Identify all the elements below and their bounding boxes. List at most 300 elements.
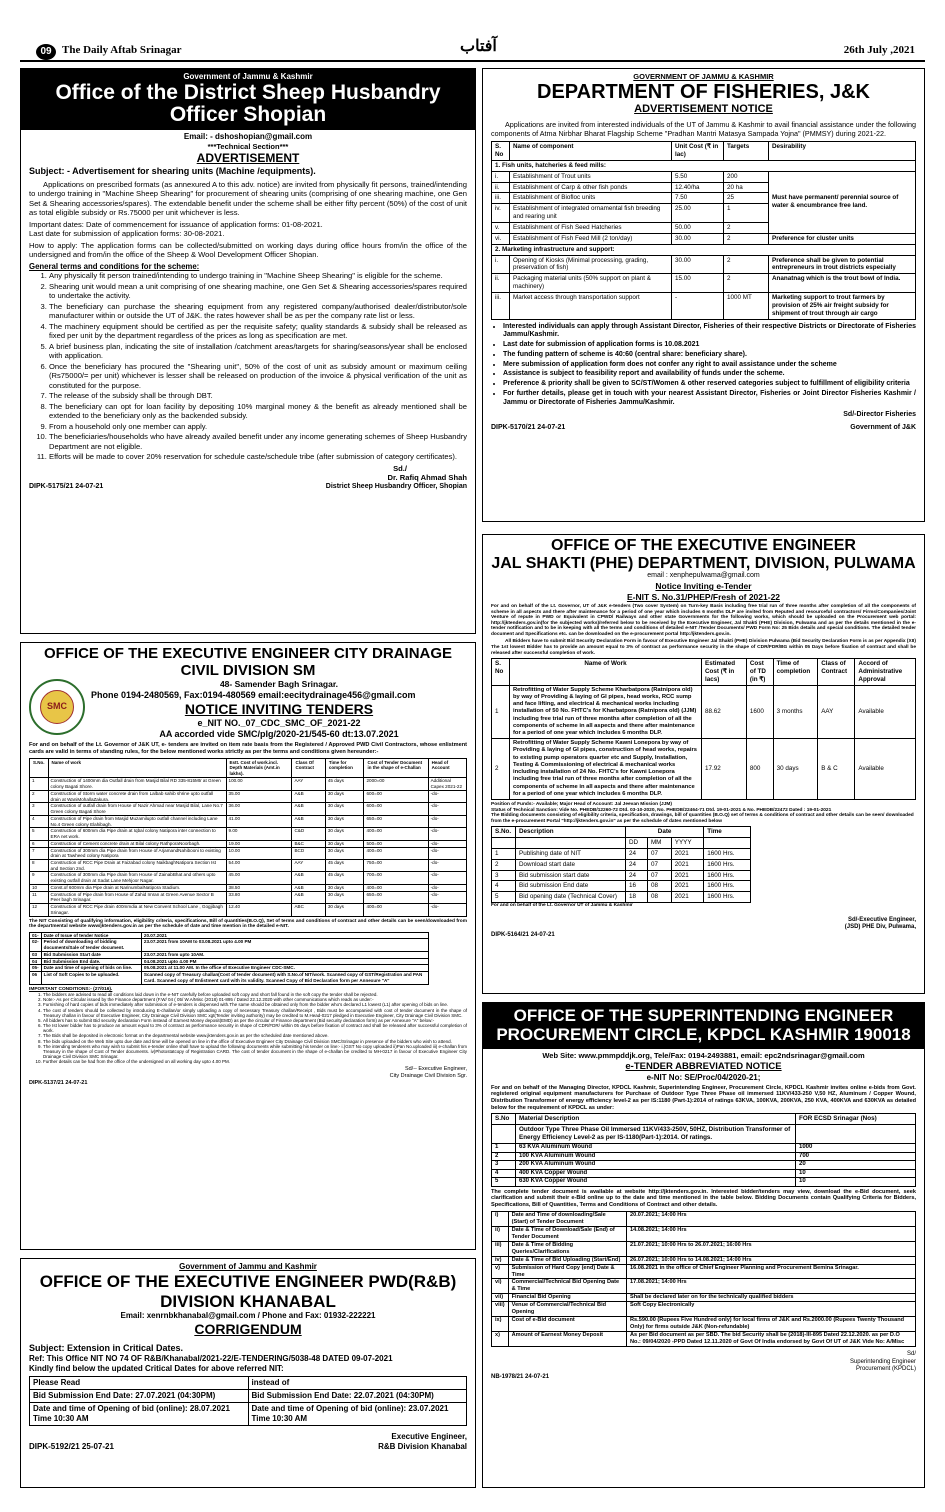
nit-number: E-NIT S. No.31/PHEP/Fresh of 2021-22 [626,591,781,602]
table-cell: A&B [292,872,325,884]
ad-title: DEPARTMENT OF FISHERIES, J&K [537,81,870,104]
table-header: Head of Account [428,758,466,778]
table-cell: 3 [30,803,49,815]
table-header: Time for completion [325,758,364,778]
table-cell: 2021 [671,848,703,859]
table-cell: Establishment of Fish Seed Hatcheries [510,223,672,234]
table-cell: 01- [30,932,42,939]
table-cell: 4 [30,815,49,827]
table-row [492,1211,916,1226]
table-header: Time of completion [773,659,818,686]
table-cell: 14.08.2021; 14:00 Hrs [627,1226,916,1241]
table-cell: -do- [428,803,466,815]
list-item: 6. The Ist lower bidder has to produce an amount equal to 3% of contract as performance security in shape of CDR/FDR/ within 05 days before fixation of contract and shall be released after successful completion of work. [43,1023,467,1033]
table-row [492,1161,916,1170]
table-cell: Bid Submission End date. [41,958,141,965]
table-cell: 2 [724,255,769,274]
table-cell: 06 [30,972,42,984]
list-item: 5. All bidders has to submit Bid security declaration Form instead of Earnest Money deposit(EMD) as per the circular of Finance department (Bid security declaration form) as per Annexure "A" below:- [43,1018,467,1023]
table-row [30,1376,467,1389]
table-cell: Shall be declared later on for the technically qualified bidders [627,1294,916,1302]
list-item: 7. The release of the subsidy shall be through DBT. [49,391,467,400]
table-cell: 7 [30,847,49,859]
table-cell: Construction of 300mm dia Pipe drain from House of ArjamandNahibooni to existing drain at Tawheed colony Natipora [48,847,226,859]
table-cell: 25.00 [672,204,724,223]
ad-dates: Important dates: Date of commencement for issuance of application forms: 01-08-2021. [29,219,323,229]
table-cell: iii. [492,193,510,204]
table-row [30,872,467,884]
table-cell: 2 [492,1152,516,1161]
table-cell: i. [492,171,510,182]
table-cell: 5 [492,1178,516,1187]
table-cell: Construction of outfall drain from House of Nazir Ahmad near Masjid Bilal, Lane No.7 Green colony Bagati Shore [48,803,226,815]
table-cell: 30 days [325,815,364,827]
ad-banner [483,1003,924,1049]
conditions-list [491,323,916,408]
table-cell: Construction of RCC Pipe Drain at Faizabad colony NaikbaghNatipora Section Ist and Section 2nd. [48,860,226,872]
ad-heading: e-TENDER ABBREVIATED NOTICE [625,1060,782,1072]
gov-line: Government of Jammu and Kashmir [179,1262,317,1271]
table-row [30,951,429,958]
table-cell: Establishment of integrated ornamental fish breeding and rearing unit [510,204,672,223]
table-cell: 08 [647,881,671,892]
table-cell: ii. [492,274,510,293]
page-header [20,36,925,62]
table-cell: - [672,293,724,320]
table-cell: x) [492,1332,509,1347]
table-header: S. No [492,142,510,161]
list-item: 1. Any physically fit person trained/intending to undergo training in "Machine Sheep Shearing" is eligible for the scheme. [49,271,467,280]
table-cell: 20 ha [724,182,769,193]
table-cell: 2021 [671,870,703,881]
components-table [491,141,916,319]
list-item: 8. The beneficiary can opt for loan facility by depositing 10% marginal money & the benefit as already mentioned shall be extended to the beneficiary only as the backended subsidy. [49,402,467,421]
table-cell: Venue of Commercial/Technical Bid Opening [508,1302,626,1317]
table-cell: 1 [724,204,769,223]
signer-name: Executive Engineer, [391,1431,467,1441]
list-item: 9. From a household only one member can apply. [49,422,467,431]
table-cell: 17.92 [702,739,747,800]
sd-mark: Sd/ [906,1351,916,1358]
table-row [492,892,751,903]
ad-dates: Last date for submission of application forms: 30-08-2021. [29,229,225,239]
ad-subject: Subject: Extension in Critical Dates. [29,1342,184,1353]
table-row [492,838,751,849]
table-cell: 1 [30,778,49,790]
signer-name: Sd/-- Executive Engineer, [404,1066,467,1073]
ad-heading: CORRIGENDUM [194,1321,302,1338]
ad-title: Office of the District Sheep Husbandry Officer Shopian [55,81,441,127]
table-cell: Construction of 1400mm dia Outfall drain from Masjid Bilal RD 335-815Mtr at Green colony Bagati Shore. [48,778,226,790]
table-cell: Available [855,685,916,739]
ad-section: ***Technical Section*** [207,142,289,152]
table-cell: Construction of 600mm dia Pipe drain at Iqbal colony Natipora inter connection to ERA net work. [48,828,226,840]
table-cell: Bid submission start date [516,870,626,881]
table-row [30,972,429,984]
table-cell: 20.07.2021; 14:00 Hrs [627,1211,916,1226]
gov-line: Government of Jammu & Kashmir [183,72,313,81]
dipk-number: DIPK-5137/21 24-07-21 [29,1080,88,1087]
table-cell: 02- [30,939,42,951]
table-cell: 30 days [325,904,364,916]
table-cell: List of Soft Copies to be uploaded. [41,972,141,984]
table-header: S.No [492,1114,516,1125]
table-cell: Date & Time of Bidding Queries/Clarifications [508,1241,626,1256]
table-row [492,1279,916,1294]
table-cell: 04 [30,958,42,965]
table-cell: 12 [30,904,49,916]
table-cell: 750=00 [364,860,428,872]
table-cell: AAY [292,778,325,790]
table-cell: Available [855,739,916,800]
ad-intro: Applications are invited from interested individuals of the UT of Jammu & Kashmir to avail financial assistance under the following components of Atma Nirbhar Bharat Flagship Scheme "Pradhan Mantri Matasya Sampada Yojna" (PMMSY) during 2021-22. [491,120,916,139]
table-cell: 2 [724,274,769,293]
table-row [492,1294,916,1302]
table-cell: 1600 Hrs. [704,870,751,881]
table-row [30,884,467,891]
table-row [30,803,467,815]
table-header: S. No [492,659,510,686]
ad-intro: All Bidders have to submit Bid Security Declaration Form in favour of Executive Engineer Jal Shakti (PHE) Division Pulwama (Bid Security Declaration Form is as per Appendix (XII) The 1st lowest Bidder has to provide an amount equal to 3% of contract as performance security in the shape of CDR/FDR/BG within 05 Days before fixation of contract and shall be released after successful completion of work. [491,639,916,656]
ad-sheep-husbandry [20,68,476,634]
table-row [492,1114,916,1125]
ad-intro: For and on behalf of the Lt. Governor, UT of J&K e-tenders (Two cover System) on Turn-key Basis including free trial run of three months after completion of all the components of scheme in all aspects and there after maintenance for a period of one year which includes 6 months DLP are invited from Reputed and resourceful contractors/ Firms/Companies/Joint Venture of repute in PWD or Equivalent in CPWD/ Railways and other state Governments for the following works, which should be uploaded on the Procurement web portal: http://jktenders.gov.in(for the subjected works)/referred below to be received by the Executive Engineer, Jal Shakti (PHE) Division, Pulwama and as per the details mentioned in the e-tender notification and to be in keeping with all the terms and conditions of detailed e-NIT /Tender Documents/ PWD Form No: 25 Bids details and special conditions. The detailed tender document and Specifications etc. can be downloaded on the e-procurement portal http://jktenders.gov.in. [491,604,916,637]
table-row [492,870,751,881]
table-cell: 630 KVA Copper Wound [516,1178,796,1187]
table-cell: Date and Time of downloading/Sale (Start) of Tender Document [508,1211,626,1226]
table-cell: 3 [492,870,516,881]
table-header: Class of Contract [818,659,855,686]
table-cell: Period of downloading of bidding documents/Sale of tender document. [41,939,141,951]
behalf-line: For and on behalf of the Lt. Governor UT of Jammu & Kashmir [491,903,633,909]
table-cell: 17.08.2021; 14:00 Hrs [627,1279,916,1294]
table-cell: 1000 [796,1144,916,1153]
table-cell: A&B [292,884,325,891]
table-cell: 2 [492,859,516,870]
table-row [30,790,467,802]
table-row [492,1256,916,1264]
table-cell: ix) [492,1317,509,1332]
table-cell: Cost of e-Bid document [508,1317,626,1332]
table-group: 2. Marketing infrastructure and support: [492,244,916,255]
table-row [30,778,467,790]
table-cell: 2 [724,233,769,244]
table-cell: iv. [492,204,510,223]
ad-intro: Applications on prescribed formats (as annexured A to this adv. notice) are invited from physically fit persons, trained/intending to undergo training in "Machine Sheep Shearing" for procurement of shearing units (comprising of one shearing machine, one Gen Set & Shearing accessories/spares). The extendable benefit under the scheme shall be either fifty percent (50%) of the cost of unit as total eligible subsidy or Rs.75000 per unit whichever is less. [29,179,468,218]
table-cell: 5.50 [672,171,724,182]
table-cell: Date of Issue of tender Notice [41,932,141,939]
table-cell: 54.00 [226,860,292,872]
table-cell: vi) [492,1279,509,1294]
ad-city-drainage [20,642,476,1250]
table-cell: Download start date [516,859,626,870]
table-row [492,142,916,161]
table-row [492,171,916,182]
table-cell: Const.of 600mm dia Pipe drain at NarinumbalNatipora Stadium. [48,884,226,891]
table-cell: 36.00 [226,803,292,815]
table-cell: 23.07.2021 from 10AM to 03.08.2021 upto 4.00 PM [141,939,428,951]
table-cell: 24 [626,870,648,881]
ad-banner [21,69,475,130]
list-item: • Mere submission of application form does not confer any right to avail assistance under the scheme [503,361,916,370]
table-cell: 700 [796,1152,916,1161]
table-row [492,848,751,859]
ad-kindly: Kindly find below the updated Critical Dates for above referred NIT: [29,1363,284,1373]
table-cell: Ananatnag which is the trout bowl of India. [769,274,916,293]
table-cell: 30 days [325,803,364,815]
list-item: 9. The intending tenderers who may wish to submit his e-tender online shall have to upload the following documents while submitting his tender on line:- i.)GST No copy uploaded ii)Pan No.uploaded iii) e-challan from Treasury in the shape of Cost of Tender documents. iv)Photostatcopy of Registration CARD. The cost of tender document in the shape of e-challan be credited to MH-0217 in favour of Executive Engineer City Drainage Civil Division SMC Srinagar. [43,1044,467,1060]
terms-title: General terms and conditions for the scheme: [29,261,200,271]
table-cell: 1 [492,685,510,739]
table-cell: 650=00 [364,815,428,827]
table-cell: viii) [492,1302,509,1317]
table-cell: 20 [796,1161,916,1170]
table-cell: 63 KVA Aluminum Wound [516,1144,796,1153]
list-item: 4. The cost of tenders should be collected by introducing E-challan/or simply uploading a copy of necessary Treasury challan/Receipt , Bids must be accompanied with cost of tender document in the shape of Treasury challan in favour of Executive Engineer, City Drainage Civil Division SMC xgt(Tender inviting authority) may be credited to M.Head-0217 pledged in Executive Engineer, City Drainage Civil Division SMC. [43,1008,467,1018]
table-cell: Establishment of Trout units [510,171,672,182]
list-item: 8. The bids uploaded on the Web Site upto due date and time will be opened on line in the office of Executive Engineer City Drainage Civil Division SMC/Srinagar in presence of the bidders who wish to attend. [43,1039,467,1044]
sanction-line: Status of Technical Sanction: Vide No. PHEDB/12260-72 Dtd. 03-10-2020, No. PHEDB/22464-71 Dtd. 19-01-2021 & No. PHEDB/22472 Dated : 19-01-2021 [491,807,832,813]
table-cell: 6 [30,840,49,847]
table-cell: Date & Time of Bid Uploading (Start/End) [508,1256,626,1264]
list-item: 1. The bidders are advised to read all conditions laid down in the e-NIT carefully before uploaded soft copy and short fall found in the soft copy the tender shall be rejected. [43,992,467,997]
table-cell: 45 days [325,778,364,790]
table-cell: 4 [492,1169,516,1178]
table-header: Cost of Tender Document in the shape of e-Challan [364,758,428,778]
list-item: 2. Note:- As per Circular issued by the Finance department (F.W/ 04 ( 05/ W.A/Misc (2018) 01-895 / Dated 22.12.2020 with other communications which reads as under:- [43,997,467,1002]
table-cell: 30.00 [672,255,724,274]
table-cell: Retrofitting of Water Supply Scheme Kharbatpora (Ratnipora old) by way of Providing & laying of GI pipes, head works, RCC sump and face lifting, and electrical & mechanical works including installation of 50 No. FHTC's for Kharbatpora (Ratnipora old) (JJM) including free trial run of three months after completion of all the components of scheme in all aspects and there after maintenance for a period of one year which includes 6 months DLP. [510,685,702,739]
table-cell: Bid Submission Start date [41,951,141,958]
table-cell: 30 days [773,739,818,800]
ad-website: Web Site: www.pmmpddjk.org, Tele/Fax: 0194-2493881, email: epc2ndsrinagar@gmail.com [542,1051,865,1061]
table-cell: 30 days [325,847,364,859]
table-row [492,1264,916,1279]
table-group: 1. Fish units, hatcheries & feed mills: [492,160,916,171]
table-cell: 8 [30,860,49,872]
table-cell: 5 [30,828,49,840]
table-header: Name of component [510,142,672,161]
table-cell: Scanned copy of Treasury challan(Cost of tender document) with S.No.of NIT/work. Scanned copy of GST/Registration and PAN Card. Scanned copy of Enlistment card with its validity. Scanned Copy of Bid Declaration form per Annexure "A" [141,972,428,984]
list-item: 4. The machinery equipment should be certified as per the requisite safety; quality standards & subsidy shall be released as fixed per unit by the department regardless of the prices as long as specification are met. [49,322,467,341]
table-cell: 21.07.2021; 10:00 Hrs to 26.07.2021; 16:00 Hrs [627,1241,916,1256]
table-cell: 20.07.2021 [141,932,428,939]
list-item: • Assistance is subject to feasibility report and availability of funds under the scheme. [503,370,916,379]
table-cell: Retrofitting of Water Supply Scheme Kawni Lonepora by way of Providing & laying of GI pipes, construction of head works, repairs to existing pump operators quarter etc and Supply, Installation, Testing & Commissioning of electrical & mechanical works including installation of 24 No. FHTC's for Kawni Lonepora including free trial run of three months after completion of all the components of scheme in all aspects and there after maintenance for a period of one year which includes 6 months DLP. [510,739,702,800]
table-cell: iii) [492,1241,509,1256]
ad-intro: For and on behalf of the Managing Director, KPDCL Kashmir, Superintending Engineer, Procurement Circle, KPDCL Kashmir invites online e-bids from Govt. registered original equipment manufacturers for Purchase of Outdoor Type Three Phase oil immersed 11KV/433-250 V,50 HZ, Aluminum / Copper Wound, Distribution Transformer of energy efficiency level-2 as per IS:1180 (Part-1):2014 of ratings 63KVA, 100KVA, 200KVA, 250 KVA, 400KVA and 630KVA as detailed below for the requirement of KPDCL as under: [491,1084,916,1111]
table-row [492,233,916,244]
table-cell: 9.00 [226,828,292,840]
table-cell: 12.40 [226,904,292,916]
list-item: 2. Shearing unit would mean a unit comprising of one shearing machine, one Gen Set & Shearing accessories/spares required to undertake the activity. [49,282,467,301]
table-cell: 10 [30,884,49,891]
table-cell: Bid Submission End Date: 27.07.2021 (04:30PM) [30,1389,249,1402]
table-cell: 18 [626,892,648,903]
table-cell: Commercial/Technical Bid Opening Date & Time [508,1279,626,1294]
table-header: Unit Cost (₹ in lac) [672,142,724,161]
table-header: S.No. [492,827,516,838]
table-cell: -do- [428,891,466,903]
dipk-number: DIPK-5175/21 24-07-21 [29,482,104,490]
table-header: Estt. Cost of work.incl. Depth Materials (Amt.in lakhs). [226,758,292,778]
ad-jal-shakti [482,534,925,994]
page-number: 09 [36,44,56,60]
table-cell: 500=00 [364,840,428,847]
table-cell: 2021 [671,892,703,903]
table-row [30,965,429,972]
table-row [30,1402,467,1425]
bidding-line: The Bidding documents consisting of eligibility criteria, specification, drawings, bill of quantities (B.O.Q) set of terms & conditions of contract and other details can be seen/ downloaded from the e-procurement Portal "http://jktenders.gov.in" as per the schedule of dates mentioned below [491,813,914,824]
list-item: 5. A brief business plan, indicating the site of installation /catchment areas/targets for sharing/seasons/year shall be enclosed with application. [49,342,467,361]
ad-heading: Notice Inviting e-Tender [655,581,752,592]
ad-phone: Phone 0194-2480569, Fax:0194-480569 email:eecitydrainage456@gmail.com [91,689,416,700]
complete-note: The complete tender document is available at website http://jktenders.gov.in. Interested bidder/tenders may view, download the e-Bid document, seek clarification and submit their e-Bid online up to the date and time mentioned in the table below. Bidding Documents contain Qualifying Criteria for Bidders, Specifications, Bill of Quantities, Terms and Conditions of Contract and other details. [491,1188,916,1208]
table-header: Cost of TD (in ₹) [746,659,773,686]
table-cell: 400 KVA Copper Wound [516,1169,796,1178]
table-cell: 45 days [325,872,364,884]
nit-number: e-NIT No: SE/Proc/04/2020-21; [646,1072,761,1082]
schedule-table [29,932,429,985]
table-cell: 1600 Hrs. [704,848,751,859]
table-row [492,659,916,686]
table-cell: 07 [647,859,671,870]
table-cell: 10.00 [226,847,292,859]
table-header: Material Description [516,1114,796,1125]
schedule-table [491,826,751,903]
table-cell: 88.62 [702,685,747,739]
table-row [30,939,429,951]
table-cell: Soft Copy Electronically [627,1302,916,1317]
dates-table [491,1211,916,1348]
table-header: FOR ECSD Srinagar (Nos) [796,1114,916,1125]
list-item: 7. The Bids shall be deposited in electronic format on the departmental website www.jktenders.gov.in as per the scheduled date mentioned above. [43,1033,467,1038]
table-cell: 2021 [671,859,703,870]
list-item: 3. Furnishing of hard copies of bids immediately after submission of e-tenders is dispensed with.The same should be obtained only from the bidder who's declared L1 lowest (L1) after opening of bids on line. [43,1002,467,1007]
table-cell: 1 [492,848,516,859]
table-cell: 600=00 [364,790,428,802]
table-row [492,1169,916,1178]
ad-heading: NOTICE INVITING TENDERS [184,700,374,717]
signer-name: Dr. Rafiq Ahmad Shah [387,473,467,483]
table-cell: Construction of Pipe drain from Masjid Muzamilupto outfall channel including Lane No.4 Green colony Elahibagh. [48,815,226,827]
table-row [492,739,916,800]
smc-logo-text: SMC [40,690,74,724]
table-row [30,847,467,859]
table-cell: 30 days [325,891,364,903]
table-cell: Market access through transportation support [510,293,672,320]
table-cell: 07 [647,870,671,881]
table-cell: 600=00 [364,803,428,815]
ad-title: OFFICE OF THE EXECUTIVE ENGINEER PWD(R&B) DIVISION KHANABAL [39,1272,457,1311]
table-cell: 07 [647,848,671,859]
dates-table [29,1376,467,1426]
table-cell: Must have permanent/ perennial source of water & encumbrance free land. [769,171,916,233]
ad-how: How to apply: The application forms can be collected/submitted on working days during office hours from/in the office of the undersigned and from/in the office of the Sheep & Wool Development Officer Shopian. [29,240,467,260]
table-cell: 1600 Hrs. [704,859,751,870]
table-row [492,293,916,320]
ad-heading: ADVERTISEMENT [196,151,300,166]
table-header: instead of [248,1376,467,1389]
table-header: Estimated Cost (₹ in lacs) [702,659,747,686]
table-cell: 30 days [325,884,364,891]
table-cell: 45.00 [226,872,292,884]
table-cell: 26.07.2021; 10:00 Hrs to 14.08.2021; 14:00 Hrs [627,1256,916,1264]
newspaper-logo: آفتاب [460,36,497,55]
table-cell: 2000=00 [364,778,428,790]
signer-office: Government of J&K [850,424,916,432]
table-row [492,1125,916,1144]
table-cell: -do- [428,872,466,884]
nit-note: The NIT Consisting of qualifying information, eligibility criteria, specifications, Bill of quantities(B.O.Q), Set of terms and conditions of contract and other details can be seen/downloaded from the departmental website www/jktenders.gov.in as per the schedule of date and time mention in the detailed e-NIT. [29,918,467,930]
table-cell: 2 [30,790,49,802]
table-cell: 400=00 [364,828,428,840]
list-item: 3. The beneficiary can purchase the shearing equipment from any registered company/authorised dealer/distributor/sole manufacturer within or outside the UT of J&K. the rates however shall be as per the company rate list or less. [49,302,467,321]
table-cell: DD [626,838,648,849]
table-row [30,958,429,965]
table-cell: 3 months [773,685,818,739]
list-item: 6. Once the beneficiary has procured the "Shearing unit", 50% of the cost of unit as subsidy amount or maximum ceiling (Rs75000/= per unit) whichever is lesser shall be released on production of the invoice & physical verification of the unit as constituted for the purpose. [49,362,467,390]
table-cell: Date and time of Opening of bid (online): 28.07.2021 Time 10:30 AM [30,1402,249,1425]
table-cell: 5 [492,892,516,903]
table-cell: Date and time of opening of bids on line. [41,965,141,972]
table-row [30,860,467,872]
table-cell: 30.00 [672,233,724,244]
table-cell: 41.00 [226,815,292,827]
table-row [30,904,467,916]
table-cell: Financial Bid Opening [508,1294,626,1302]
newspaper-name: The Daily Aftab Srinagar [62,44,182,56]
table-cell: 16.08.2021 in the office of Chief Engineer Planning and Procurement Bemina Srinagar. [627,1264,916,1279]
table-header: Time [704,827,751,838]
table-cell: 400=00 [364,884,428,891]
dipk-number: DIPK-5192/21 25-07-21 [29,1441,114,1451]
table-row [492,244,916,255]
table-cell: C&D [292,828,325,840]
table-cell: Date and time of Opening of bid (online): 23.07.2021 Time 10:30 AM [248,1402,467,1425]
table-cell: 1600 Hrs. [704,892,751,903]
table-cell: Bid opening date (Technical Cover) [516,892,626,903]
list-item: 10. Further details can be had from the office of the undersigned on all working day upto 4.00 PM. [43,1059,467,1064]
table-cell: Publishing date of NIT [516,848,626,859]
table-row [492,827,751,838]
table-cell: 11 [30,891,49,903]
ad-kpdcl [482,1002,925,1488]
table-cell: Bid submission End date [516,881,626,892]
table-cell: iv) [492,1256,509,1264]
table-cell: 1000 MT [724,293,769,320]
table-cell: 10 [796,1169,916,1178]
ad-email: Email: - dshoshopian@gmail.com [183,132,313,142]
ad-title: OFFICE OF THE EXECUTIVE ENGINEER CITY DRAINAGE CIVIL DIVISION SM [43,645,453,679]
table-cell: Establishment of Biofloc units [510,193,672,204]
table-cell: 200 KVA Aluminum Wound [516,1161,796,1170]
table-cell: MM [647,838,671,849]
table-cell: 200 [724,171,769,182]
table-header: Description [516,827,626,838]
table-cell: 10 [796,1178,916,1187]
ad-address: 48- Samender Bagh Srinagar. [219,679,339,689]
table-cell: A&B [292,790,325,802]
table-cell: 24 [626,848,648,859]
table-cell: v) [492,1264,509,1279]
table-cell: 24 [626,859,648,870]
table-cell: 16 [626,881,648,892]
table-cell: -do- [428,815,466,827]
table-cell: Construction of RCC Pipe drain 400mmdia at New Convent School Lane , Gogjibagh Srinagar. [48,904,226,916]
table-cell: Construction of Cement concrete drain at Bilal colony RathporaNoorbagh. [48,840,226,847]
table-row [492,1332,916,1347]
